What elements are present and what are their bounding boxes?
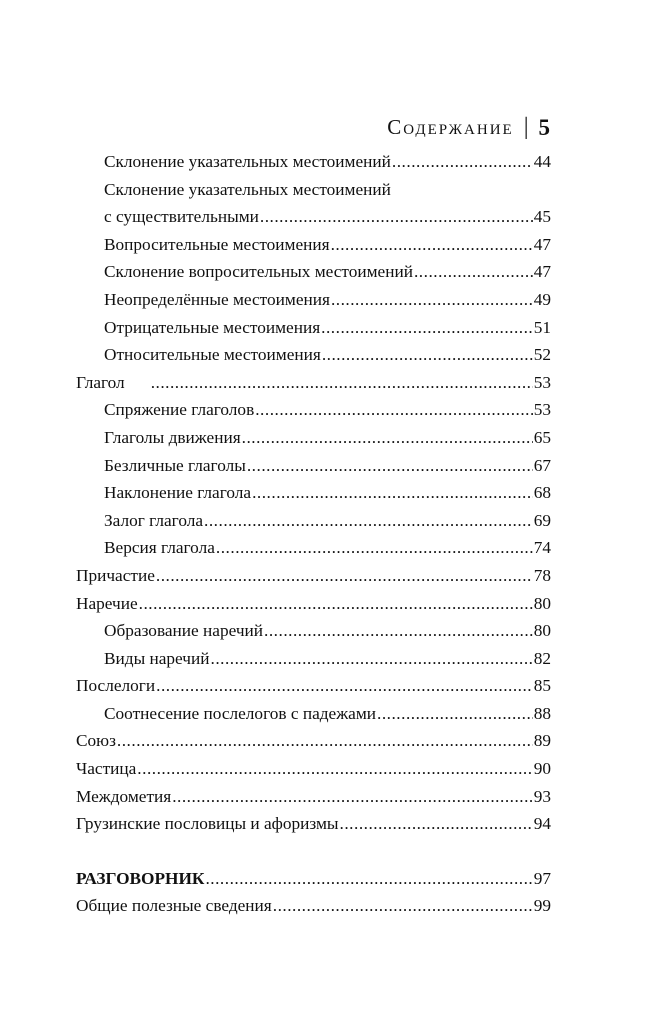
toc-entry-page: 99 [533,896,551,916]
leader-dots [205,865,532,893]
toc-entry-page: 90 [533,759,551,779]
toc-entry-page: 82 [533,648,551,668]
toc-entry[interactable] [76,534,551,562]
toc-entry[interactable] [76,562,551,590]
toc-entry-label: Версия глагола [104,538,215,558]
toc-entry[interactable] [76,286,551,314]
toc-entry[interactable] [76,810,551,838]
leader-dots [139,590,533,618]
toc-entry-page: 53 [533,400,551,420]
toc-entry-label: Спряжение глаголов [104,400,255,420]
toc-entry-page: 88 [533,703,551,723]
toc-entry-page: 47 [533,234,551,254]
toc-entry[interactable] [76,645,551,673]
toc-entry-page: 89 [533,731,551,751]
toc-entry-label: Виды наречий [104,648,210,668]
toc-entry-label: Образование наречий [104,621,264,641]
toc-entry[interactable] [76,700,551,728]
toc-entry[interactable] [76,258,551,286]
toc-entry[interactable] [76,783,551,811]
toc-entry-label: Склонение указательных местоимений [104,152,391,171]
leader-dots [204,507,533,535]
toc-entry[interactable] [76,314,551,342]
toc-entry-label: с существительными [104,207,259,227]
toc-entry-page: 85 [533,676,551,696]
toc-entry-page: 68 [533,483,551,503]
toc-entry-page: 74 [533,538,551,558]
toc-entry-page: 69 [533,510,551,530]
toc-entry-page: 94 [533,814,551,834]
leader-dots [321,314,533,342]
toc-entry[interactable] [76,865,551,893]
toc-entry-page: 80 [533,593,551,613]
table-of-contents [76,148,551,920]
header-separator: | [523,114,529,140]
leader-dots [331,286,533,314]
toc-entry-page: 78 [533,565,551,585]
leader-dots [252,479,533,507]
toc-entry-label: Залог глагола [104,510,204,530]
leader-dots [242,424,533,452]
leader-dots [273,892,533,920]
toc-entry-label: Соотнесение послелогов с падежами [104,703,377,723]
toc-entry-page: 80 [533,621,551,641]
toc-entry[interactable] [76,727,551,755]
toc-entry[interactable] [76,479,551,507]
toc-entry[interactable] [76,231,551,259]
toc-entry-label: Общие полезные сведения [76,896,272,916]
toc-entry-page: 93 [533,786,551,806]
toc-entry[interactable] [76,341,551,369]
toc-entry-page: 53 [533,372,551,392]
toc-entry-page: 52 [533,345,551,365]
leader-dots [247,452,533,480]
toc-entry-page: 97 [533,868,551,888]
toc-entry-label: Безличные глаголы [104,455,246,475]
toc-entry[interactable] [76,148,551,176]
toc-entry-page: 45 [533,207,551,227]
toc-entry-label: Неопределённые местоимения [104,289,330,309]
toc-entry-first-line: Склонение указательных местоимений [104,179,391,199]
toc-entry-page: 51 [533,317,551,337]
toc-entry-label: Грузинские пословицы и афоризмы [76,814,339,834]
toc-entry-label: Частица [76,759,137,779]
leader-dots [117,727,533,755]
leader-dots [255,396,532,424]
leader-dots [211,645,533,673]
toc-entry[interactable] [76,424,551,452]
toc-entry-label: Союз [76,731,116,751]
toc-spacer [76,838,551,865]
toc-entry-label: Послелоги [76,676,156,696]
toc-entry-page: 65 [533,427,551,447]
leader-dots [172,783,533,811]
toc-entry-page: 49 [533,289,551,309]
toc-entry-page: 47 [533,262,551,282]
leader-dots [137,755,532,783]
toc-entry-label: Склонение вопросительных местоимений [104,262,413,282]
leader-dots [322,341,533,369]
leader-dots [151,369,533,397]
page-number: 5 [538,114,550,140]
leader-dots [260,203,533,231]
leader-dots [392,148,533,176]
toc-entry-label: Относительные местоимения [104,345,321,365]
toc-entry-label: Вопросительные местоимения [104,234,330,254]
leader-dots [156,562,533,590]
toc-entry-label: Отрицательные местоимения [104,317,321,337]
running-header [387,114,550,141]
toc-entry-label: Междометия [76,786,172,806]
toc-entry-label: Глагол [76,372,125,392]
toc-entry[interactable] [76,617,551,645]
toc-entry[interactable] [76,755,551,783]
toc-entry[interactable] [76,672,551,700]
toc-entry-label: Наречие [76,593,138,613]
leader-dots [377,700,533,728]
toc-entry[interactable] [76,590,551,618]
toc-entry[interactable] [76,507,551,535]
toc-entry-page: 44 [533,152,551,171]
leader-dots [414,258,533,286]
toc-entry[interactable] [76,369,551,397]
leader-dots [331,231,533,259]
toc-entry-label: Глаголы движения [104,427,241,447]
toc-entry[interactable] [76,892,551,920]
toc-entry[interactable] [76,203,551,231]
leader-dots [340,810,533,838]
toc-entry[interactable] [76,452,551,480]
toc-entry-label: РАЗГОВОРНИК [76,868,205,888]
leader-dots [264,617,533,645]
toc-entry[interactable] [76,396,551,424]
leader-dots [216,534,533,562]
toc-entry-page: 67 [533,455,551,475]
running-header-title: Содержание [387,115,514,139]
toc-entry-label: Наклонение глагола [104,483,252,503]
leader-dots [156,672,533,700]
toc-entry-label: Причастие [76,565,155,585]
